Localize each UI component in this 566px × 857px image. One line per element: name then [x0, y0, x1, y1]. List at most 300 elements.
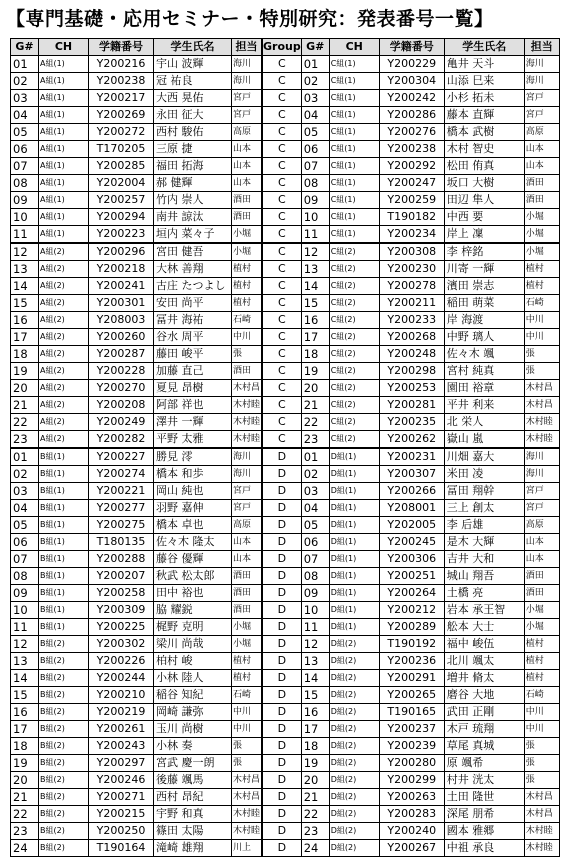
cell-g: 23	[11, 431, 39, 449]
cell-student-id: Y200285	[89, 158, 154, 175]
cell-student-id: Y200242	[379, 90, 444, 107]
cell-student-id: Y200231	[379, 448, 444, 466]
cell-ch: D組(2)	[329, 687, 379, 704]
table-row	[263, 73, 560, 90]
cell-student-id: Y200208	[89, 397, 154, 414]
cell-group: D	[263, 483, 302, 500]
table-row	[11, 124, 262, 141]
cell-student-name: 冨井 海祐	[154, 312, 232, 329]
cell-student-name: 土田 隆世	[444, 789, 524, 806]
cell-g: 06	[301, 534, 329, 551]
cell-g: 13	[301, 261, 329, 278]
cell-g: 04	[301, 500, 329, 517]
header-g: G#	[301, 39, 329, 56]
cell-ch: D組(2)	[329, 755, 379, 772]
cell-student-name: 橋本 武樹	[444, 124, 524, 141]
cell-student-id: Y200249	[89, 414, 154, 431]
cell-ch: D組(1)	[329, 585, 379, 602]
cell-student-id: Y202004	[89, 175, 154, 192]
cell-student-name: 三上 創太	[444, 500, 524, 517]
cell-student-name: 梶野 克明	[154, 619, 232, 636]
table-row	[263, 90, 560, 107]
cell-tantou: 植村	[232, 295, 262, 312]
cell-student-name: 冠 祐良	[154, 73, 232, 90]
cell-g: 14	[301, 278, 329, 295]
cell-tantou: 宮戸	[232, 90, 262, 107]
header-tantou: 担当	[232, 39, 262, 56]
cell-ch: A組(1)	[39, 124, 89, 141]
cell-tantou: 張	[524, 363, 559, 380]
cell-student-id: Y200302	[89, 636, 154, 653]
cell-student-id: Y200248	[379, 346, 444, 363]
cell-g: 12	[11, 243, 39, 261]
cell-student-name: 山添 巳来	[444, 73, 524, 90]
cell-tantou: 宮戸	[524, 483, 559, 500]
cell-g: 24	[301, 840, 329, 857]
cell-tantou: 山本	[524, 158, 559, 175]
cell-ch: D組(1)	[329, 483, 379, 500]
cell-tantou: 張	[232, 738, 262, 755]
cell-group: C	[263, 56, 302, 73]
cell-g: 09	[301, 192, 329, 209]
cell-tantou: 張	[232, 346, 262, 363]
header-ch: CH	[329, 39, 379, 56]
cell-tantou: 小堀	[524, 619, 559, 636]
cell-tantou: 木村昌	[524, 806, 559, 823]
cell-ch: B組(2)	[39, 636, 89, 653]
cell-ch: A組(1)	[39, 141, 89, 158]
cell-student-name: 夏見 昂樹	[154, 380, 232, 397]
cell-tantou: 酒田	[524, 585, 559, 602]
cell-student-name: 北 栄人	[444, 414, 524, 431]
cell-student-name: 濱田 崇志	[444, 278, 524, 295]
cell-student-name: 西村 駿佑	[154, 124, 232, 141]
cell-tantou: 海川	[232, 466, 262, 483]
cell-tantou: 小堀	[232, 243, 262, 261]
table-row	[263, 261, 560, 278]
cell-tantou: 小堀	[232, 619, 262, 636]
cell-tantou: 木村睦	[524, 431, 559, 449]
cell-group: D	[263, 551, 302, 568]
cell-g: 05	[301, 517, 329, 534]
cell-tantou: 酒田	[524, 568, 559, 585]
cell-ch: C組(2)	[329, 243, 379, 261]
table-row	[263, 806, 560, 823]
cell-group: D	[263, 772, 302, 789]
table-row	[263, 517, 560, 534]
cell-g: 18	[301, 738, 329, 755]
table-row	[263, 175, 560, 192]
cell-tantou: 山本	[232, 534, 262, 551]
cell-group: D	[263, 840, 302, 857]
cell-g: 04	[11, 500, 39, 517]
cell-student-name: 川寄 一輝	[444, 261, 524, 278]
cell-tantou: 海川	[524, 56, 559, 73]
cell-student-id: Y200308	[379, 243, 444, 261]
cell-student-name: 谷水 周平	[154, 329, 232, 346]
cell-ch: A組(1)	[39, 90, 89, 107]
cell-g: 13	[301, 653, 329, 670]
table-row	[11, 517, 262, 534]
cell-student-id: Y200288	[89, 551, 154, 568]
cell-g: 19	[301, 755, 329, 772]
cell-ch: B組(1)	[39, 568, 89, 585]
cell-tantou: 中川	[524, 329, 559, 346]
cell-student-name: 安田 尚平	[154, 295, 232, 312]
cell-tantou: 小堀	[524, 226, 559, 244]
cell-tantou: 宮戸	[232, 500, 262, 517]
cell-tantou: 木村昌	[524, 397, 559, 414]
cell-student-name: 平野 太雅	[154, 431, 232, 449]
cell-ch: C組(2)	[329, 363, 379, 380]
table-row	[11, 448, 262, 466]
cell-student-name: 福田 拓海	[154, 158, 232, 175]
cell-group: D	[263, 653, 302, 670]
cell-ch: A組(1)	[39, 209, 89, 226]
cell-student-name: 岸 海渡	[444, 312, 524, 329]
cell-group: C	[263, 380, 302, 397]
cell-tantou: 植村	[524, 278, 559, 295]
table-row	[263, 619, 560, 636]
cell-g: 04	[301, 107, 329, 124]
table-row	[11, 295, 262, 312]
table-row	[263, 534, 560, 551]
cell-student-name: 宇山 波輝	[154, 56, 232, 73]
cell-tantou: 木村睦	[524, 823, 559, 840]
table-row	[11, 107, 262, 124]
cell-tantou: 小堀	[524, 209, 559, 226]
cell-tantou: 中川	[232, 721, 262, 738]
table-row	[11, 380, 262, 397]
cell-student-name: 宮村 純真	[444, 363, 524, 380]
cell-tantou: 木村睦	[232, 823, 262, 840]
cell-student-name: 國本 雅郷	[444, 823, 524, 840]
cell-student-name: 郝 健輝	[154, 175, 232, 192]
cell-student-name: 稲谷 知紀	[154, 687, 232, 704]
cell-tantou: 中川	[232, 704, 262, 721]
table-row	[263, 823, 560, 840]
cell-g: 11	[301, 226, 329, 244]
cell-student-id: Y200299	[379, 772, 444, 789]
cell-student-id: Y200250	[89, 823, 154, 840]
cell-student-id: Y200262	[379, 431, 444, 449]
cell-ch: D組(2)	[329, 636, 379, 653]
cell-student-id: Y200211	[379, 295, 444, 312]
cell-ch: A組(2)	[39, 414, 89, 431]
cell-ch: C組(1)	[329, 141, 379, 158]
cell-student-name: 南井 諒汰	[154, 209, 232, 226]
cell-ch: A組(2)	[39, 346, 89, 363]
cell-student-name: 岡山 純也	[154, 483, 232, 500]
cell-student-name: 佐々木 颯	[444, 346, 524, 363]
cell-student-name: 藤田 峻平	[154, 346, 232, 363]
cell-ch: D組(1)	[329, 568, 379, 585]
cell-student-name: 藤谷 優輝	[154, 551, 232, 568]
cell-tantou: 植村	[232, 670, 262, 687]
cell-g: 16	[301, 312, 329, 329]
cell-student-id: Y208003	[89, 312, 154, 329]
table-row	[263, 653, 560, 670]
cell-student-id: Y200223	[89, 226, 154, 244]
cell-g: 03	[301, 90, 329, 107]
cell-student-id: Y200309	[89, 602, 154, 619]
table-row	[11, 312, 262, 329]
cell-tantou: 酒田	[524, 192, 559, 209]
cell-tantou: 石崎	[232, 687, 262, 704]
cell-student-id: Y200228	[89, 363, 154, 380]
cell-student-id: Y200237	[379, 721, 444, 738]
cell-group: C	[263, 73, 302, 90]
cell-ch: C組(2)	[329, 380, 379, 397]
cell-tantou: 木村睦	[232, 806, 262, 823]
cell-group: D	[263, 602, 302, 619]
cell-student-id: Y200265	[379, 687, 444, 704]
cell-tantou: 高原	[524, 517, 559, 534]
cell-ch: A組(1)	[39, 56, 89, 73]
cell-student-id: Y200301	[89, 295, 154, 312]
cell-student-name: 村井 洸太	[444, 772, 524, 789]
cell-group: D	[263, 823, 302, 840]
header-group: Group	[263, 39, 302, 56]
cell-student-name: 坂口 大樹	[444, 175, 524, 192]
cell-student-id: Y200217	[89, 90, 154, 107]
cell-tantou: 中川	[524, 721, 559, 738]
cell-group: C	[263, 329, 302, 346]
table-row	[263, 448, 560, 466]
table-row	[11, 90, 262, 107]
cell-tantou: 高原	[232, 517, 262, 534]
cell-student-name: 平井 利来	[444, 397, 524, 414]
cell-student-name: 篠田 太陽	[154, 823, 232, 840]
cell-tantou: 酒田	[232, 585, 262, 602]
cell-g: 11	[11, 226, 39, 244]
cell-g: 06	[11, 534, 39, 551]
cell-student-id: Y200278	[379, 278, 444, 295]
cell-student-id: Y200238	[379, 141, 444, 158]
cell-g: 19	[11, 363, 39, 380]
cell-g: 21	[301, 789, 329, 806]
cell-ch: B組(2)	[39, 755, 89, 772]
cell-ch: C組(1)	[329, 124, 379, 141]
header-g: G#	[11, 39, 39, 56]
cell-tantou: 石崎	[232, 312, 262, 329]
cell-ch: C組(2)	[329, 414, 379, 431]
table-row	[11, 534, 262, 551]
cell-g: 05	[11, 517, 39, 534]
table-row	[11, 687, 262, 704]
cell-g: 15	[11, 295, 39, 312]
cell-ch: B組(1)	[39, 602, 89, 619]
cell-g: 10	[301, 209, 329, 226]
cell-student-name: 亀井 天斗	[444, 56, 524, 73]
cell-ch: D組(2)	[329, 721, 379, 738]
cell-student-name: 李 梓銘	[444, 243, 524, 261]
cell-ch: A組(2)	[39, 312, 89, 329]
cell-g: 01	[11, 448, 39, 466]
cell-group: C	[263, 209, 302, 226]
cell-group: C	[263, 141, 302, 158]
cell-student-name: 北川 颯太	[444, 653, 524, 670]
cell-student-name: 三原 捷	[154, 141, 232, 158]
cell-ch: A組(1)	[39, 175, 89, 192]
cell-student-name: 脇 耀鋭	[154, 602, 232, 619]
cell-group: C	[263, 397, 302, 414]
table-row	[263, 329, 560, 346]
cell-student-name: 古庄 たつよし	[154, 278, 232, 295]
cell-g: 17	[301, 329, 329, 346]
cell-student-id: Y200247	[379, 175, 444, 192]
cell-group: D	[263, 755, 302, 772]
cell-student-id: Y200266	[379, 483, 444, 500]
cell-student-id: Y200306	[379, 551, 444, 568]
cell-tantou: 小堀	[524, 243, 559, 261]
cell-tantou: 植村	[232, 278, 262, 295]
table-row	[11, 636, 262, 653]
cell-g: 14	[11, 670, 39, 687]
table-row	[263, 397, 560, 414]
table-row	[263, 431, 560, 449]
cell-student-name: 岩本 承王智	[444, 602, 524, 619]
cell-g: 03	[11, 90, 39, 107]
cell-student-name: 中祖 承良	[444, 840, 524, 857]
cell-student-id: Y200264	[379, 585, 444, 602]
cell-tantou: 宮戸	[232, 107, 262, 124]
table-row	[263, 226, 560, 244]
cell-g: 07	[11, 551, 39, 568]
cell-g: 08	[11, 568, 39, 585]
table-row	[11, 73, 262, 90]
cell-student-name: 稲田 萌菜	[444, 295, 524, 312]
cell-group: C	[263, 312, 302, 329]
cell-student-id: Y200269	[89, 107, 154, 124]
cell-student-id: Y200276	[379, 124, 444, 141]
cell-g: 12	[11, 636, 39, 653]
cell-student-name: 松田 侑真	[444, 158, 524, 175]
cell-g: 09	[11, 585, 39, 602]
cell-ch: B組(1)	[39, 585, 89, 602]
cell-student-name: 佐々木 隆太	[154, 534, 232, 551]
cell-student-id: Y200257	[89, 192, 154, 209]
cell-tantou: 石崎	[524, 295, 559, 312]
cell-tantou: 木村睦	[232, 414, 262, 431]
cell-group: D	[263, 721, 302, 738]
cell-student-name: 大林 善翔	[154, 261, 232, 278]
cell-g: 06	[301, 141, 329, 158]
cell-student-id: Y200291	[379, 670, 444, 687]
cell-group: C	[263, 124, 302, 141]
cell-g: 07	[301, 158, 329, 175]
cell-ch: B組(2)	[39, 721, 89, 738]
cell-group: C	[263, 90, 302, 107]
cell-student-id: Y200282	[89, 431, 154, 449]
cell-ch: D組(2)	[329, 704, 379, 721]
cell-student-id: Y200212	[379, 602, 444, 619]
cell-g: 24	[11, 840, 39, 857]
cell-student-name: 宇野 和真	[154, 806, 232, 823]
cell-student-id: Y200294	[89, 209, 154, 226]
cell-tantou: 植村	[232, 261, 262, 278]
cell-g: 12	[301, 636, 329, 653]
cell-student-id: T190164	[89, 840, 154, 857]
cell-tantou: 宮戸	[524, 500, 559, 517]
cell-ch: C組(2)	[329, 261, 379, 278]
cell-student-name: 滝崎 雄翔	[154, 840, 232, 857]
cell-ch: A組(2)	[39, 329, 89, 346]
cell-student-id: Y200227	[89, 448, 154, 466]
cell-student-name: 宮武 慶一朗	[154, 755, 232, 772]
cell-student-id: T190165	[379, 704, 444, 721]
table-row	[11, 551, 262, 568]
cell-group: C	[263, 414, 302, 431]
cell-g: 01	[301, 448, 329, 466]
cell-student-name: 嶽山 嵐	[444, 431, 524, 449]
cell-student-id: Y200287	[89, 346, 154, 363]
table-row	[11, 243, 262, 261]
cell-student-id: Y200234	[379, 226, 444, 244]
cell-ch: A組(2)	[39, 363, 89, 380]
cell-student-name: 橋本 卓也	[154, 517, 232, 534]
cell-student-name: 岡崎 謙弥	[154, 704, 232, 721]
page-title: 【専門基礎・応用セミナー・特別研究：発表番号一覧】	[6, 8, 494, 30]
cell-g: 02	[11, 73, 39, 90]
cell-ch: D組(2)	[329, 840, 379, 857]
cell-student-name: 永田 征大	[154, 107, 232, 124]
table-row	[11, 840, 262, 857]
cell-ch: D組(2)	[329, 653, 379, 670]
cell-group: D	[263, 636, 302, 653]
cell-tantou: 小堀	[524, 602, 559, 619]
cell-group: D	[263, 738, 302, 755]
cell-group: D	[263, 619, 302, 636]
cell-student-id: Y200272	[89, 124, 154, 141]
cell-student-name: 是木 大輝	[444, 534, 524, 551]
cell-tantou: 酒田	[524, 175, 559, 192]
cell-ch: A組(1)	[39, 107, 89, 124]
cell-g: 22	[301, 806, 329, 823]
cell-g: 22	[11, 414, 39, 431]
table-row	[11, 261, 262, 278]
table-row	[263, 312, 560, 329]
cell-group: D	[263, 806, 302, 823]
cell-group: D	[263, 568, 302, 585]
cell-student-id: Y200286	[379, 107, 444, 124]
cell-ch: D組(2)	[329, 806, 379, 823]
cell-student-name: 西村 昂紀	[154, 789, 232, 806]
cell-ch: C組(2)	[329, 346, 379, 363]
cell-tantou: 宮戸	[524, 107, 559, 124]
cell-g: 23	[301, 823, 329, 840]
cell-tantou: 宮戸	[524, 90, 559, 107]
table-row	[11, 346, 262, 363]
cell-tantou: 植村	[524, 261, 559, 278]
cell-student-id: Y200246	[89, 772, 154, 789]
cell-ch: D組(1)	[329, 534, 379, 551]
cell-tantou: 山本	[524, 141, 559, 158]
cell-student-id: Y202005	[379, 517, 444, 534]
cell-g: 12	[301, 243, 329, 261]
cell-ch: D組(2)	[329, 670, 379, 687]
cell-group: D	[263, 704, 302, 721]
cell-g: 14	[11, 278, 39, 295]
cell-tantou: 張	[524, 346, 559, 363]
table-row	[263, 158, 560, 175]
cell-g: 16	[11, 312, 39, 329]
cell-g: 23	[11, 823, 39, 840]
cell-group: D	[263, 500, 302, 517]
cell-student-name: 藤本 直輝	[444, 107, 524, 124]
cell-ch: A組(2)	[39, 380, 89, 397]
cell-ch: B組(2)	[39, 670, 89, 687]
